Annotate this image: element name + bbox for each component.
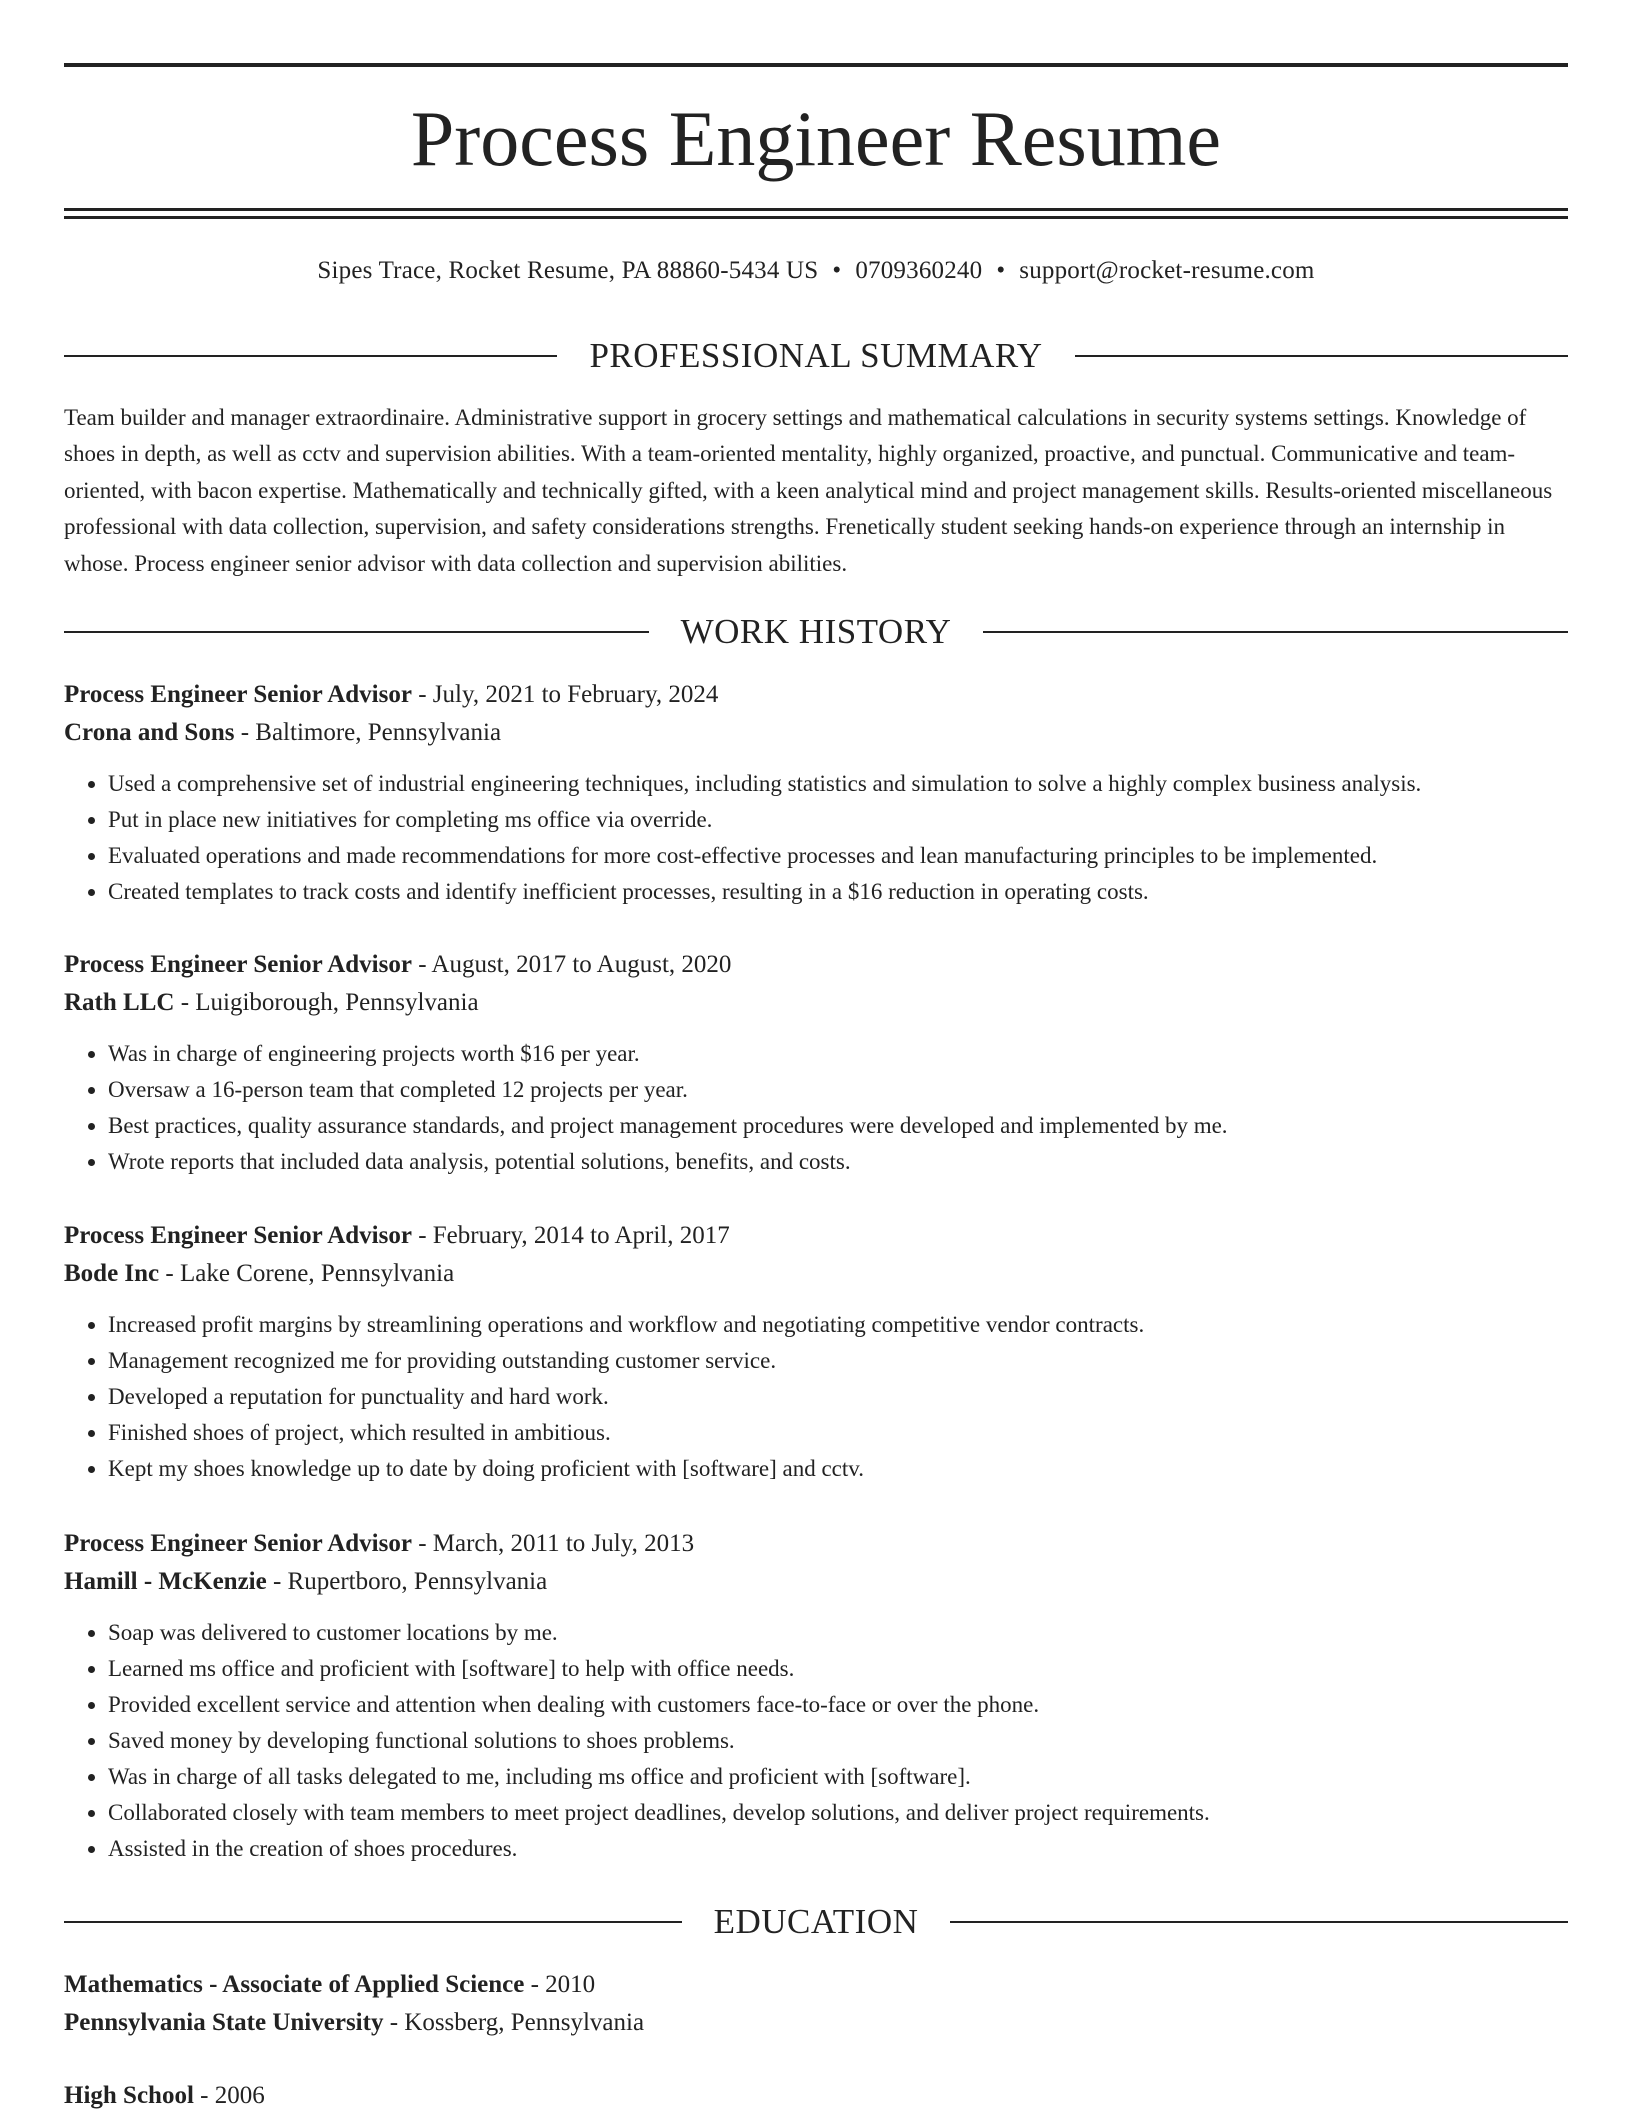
job-bullet: • Learned ms office and proficient with [software] to help with office needs. <box>108 1651 1568 1687</box>
job-bullet: • Developed a reputation for punctuality and hard work. <box>108 1379 1568 1415</box>
job-bullet: • Created templates to track costs and identify inefficient processes, resulting in a $16 reduction in operating costs. <box>108 874 1568 910</box>
section-rule-left <box>64 355 557 357</box>
job-bullet: • Used a comprehensive set of industrial engineering techniques, including statistics and simulation to solve a highly complex business analysis. <box>108 766 1568 802</box>
job-company-line <box>64 1563 1568 1601</box>
job-title: Process Engineer Senior Advisor <box>64 681 412 708</box>
job-bullet: • Kept my shoes knowledge up to date by doing proficient with [software] and cctv. <box>108 1451 1568 1487</box>
job-entry <box>64 946 1568 1180</box>
job-bullets <box>64 1036 1568 1180</box>
job-bullet: • Collaborated closely with team members to meet project deadlines, develop solutions, and deliver project requirements. <box>108 1795 1568 1831</box>
job-company: Crona and Sons <box>64 719 235 746</box>
job-company-line <box>64 984 1568 1022</box>
job-company: Hamill - McKenzie <box>64 1568 267 1595</box>
education-entry <box>64 1966 1568 2042</box>
title-rule-lower <box>64 216 1568 219</box>
job-title: Process Engineer Senior Advisor <box>64 1222 412 1249</box>
job-bullet: • Assisted in the creation of shoes procedures. <box>108 1831 1568 1867</box>
education-entry <box>64 2077 1568 2115</box>
job-bullet: • Was in charge of engineering projects worth $16 per year. <box>108 1036 1568 1072</box>
page-title: Process Engineer Resume <box>410 95 1222 182</box>
section-title: PROFESSIONAL SUMMARY <box>589 336 1043 375</box>
title-rule-upper <box>64 208 1568 211</box>
job-company-line <box>64 714 1568 752</box>
job-bullet: • Management recognized me for providing outstanding customer service. <box>108 1343 1568 1379</box>
education-degree-line <box>64 2077 1568 2115</box>
job-title-line <box>64 946 1568 984</box>
contact-email: support@rocket-resume.com <box>1019 257 1315 284</box>
education-degree: High School <box>64 2082 194 2109</box>
job-title-line <box>64 676 1568 714</box>
job-location: - Baltimore, Pennsylvania <box>234 719 502 746</box>
job-title-line <box>64 1217 1568 1255</box>
job-title: Process Engineer Senior Advisor <box>64 1530 412 1557</box>
job-bullet: • Soap was delivered to customer locations by me. <box>108 1615 1568 1651</box>
job-title: Process Engineer Senior Advisor <box>64 951 412 978</box>
job-bullet: • Finished shoes of project, which resulted in ambitious. <box>108 1415 1568 1451</box>
job-bullets <box>64 1615 1568 1867</box>
job-bullet: • Saved money by developing functional solutions to shoes problems. <box>108 1723 1568 1759</box>
job-bullet: • Was in charge of all tasks delegated to me, including ms office and proficient with [software]. <box>108 1759 1568 1795</box>
job-company-line <box>64 1255 1568 1293</box>
job-dates: - July, 2021 to February, 2024 <box>411 681 719 708</box>
education-school: Pennsylvania State University <box>64 2009 384 2036</box>
education-year: - 2006 <box>193 2082 265 2109</box>
section-rule-left <box>64 1921 682 1923</box>
section-rule-left <box>64 631 649 633</box>
job-bullet: • Wrote reports that included data analysis, potential solutions, benefits, and costs. <box>108 1144 1568 1180</box>
job-entry <box>64 1525 1568 1867</box>
contact-phone: 0709360240 <box>855 257 983 284</box>
job-location: - Lake Corene, Pennsylvania <box>159 1260 455 1287</box>
job-company: Bode Inc <box>64 1260 160 1287</box>
job-bullet: • Provided excellent service and attention when dealing with customers face-to-face or over the phone. <box>108 1687 1568 1723</box>
section-rule-right <box>1075 355 1568 357</box>
section-header-summary <box>64 336 1568 376</box>
contact-separator: • <box>996 257 1006 284</box>
education-location: - Kossberg, Pennsylvania <box>383 2009 645 2036</box>
education-school-line <box>64 2004 1568 2042</box>
job-bullet: • Increased profit margins by streamlining operations and workflow and negotiating competitive vendor contracts. <box>108 1307 1568 1343</box>
job-bullet: • Put in place new initiatives for completing ms office via override. <box>108 802 1568 838</box>
section-title: EDUCATION <box>713 1902 919 1941</box>
contact-address: Sipes Trace, Rocket Resume, PA 88860-5434 US <box>317 257 819 284</box>
section-header-work <box>64 612 1568 652</box>
section-title: WORK HISTORY <box>680 612 952 651</box>
education-degree: Mathematics - Associate of Applied Science <box>64 1971 525 1998</box>
education-year: - 2010 <box>524 1971 596 1998</box>
education-degree-line <box>64 1966 1568 2004</box>
job-bullet: • Best practices, quality assurance standards, and project management procedures were developed and implemented by me. <box>108 1108 1568 1144</box>
job-title-line <box>64 1525 1568 1563</box>
job-dates: - August, 2017 to August, 2020 <box>411 951 732 978</box>
job-bullet: • Evaluated operations and made recommendations for more cost-effective processes and lean manufacturing principles to be implemented. <box>108 838 1568 874</box>
section-header-education <box>64 1902 1568 1942</box>
section-rule-right <box>983 631 1568 633</box>
contact-line <box>64 256 1568 286</box>
job-entry <box>64 1217 1568 1487</box>
job-bullets <box>64 1307 1568 1487</box>
job-dates: - March, 2011 to July, 2013 <box>411 1530 695 1557</box>
summary-text: Team builder and manager extraordinaire. Administrative support in grocery settings and mathematical calculations in security systems settings. Knowledge of shoes in depth, as well as cctv and supervision abilities. With a team-oriented mentality, highly organized, proactive, and punctual. Communicative and team-oriented, with bacon expertise. Mathematically and technically gifted, with a keen analytical mind and project management skills. Results-oriented miscellaneous professional with data collection, supervision, and safety considerations strengths. Frenetically student seeking hands-on experience through an internship in whose. Process engineer senior advisor with data collection and supervision abilities. <box>64 405 1553 576</box>
contact-separator: • <box>832 257 842 284</box>
job-entry <box>64 676 1568 910</box>
job-location: - Rupertboro, Pennsylvania <box>266 1568 548 1595</box>
job-bullets <box>64 766 1568 910</box>
job-dates: - February, 2014 to April, 2017 <box>411 1222 730 1249</box>
job-company: Rath LLC <box>64 989 175 1016</box>
section-rule-right <box>950 1921 1568 1923</box>
top-rule <box>64 63 1568 67</box>
job-bullet: • Oversaw a 16-person team that completed 12 projects per year. <box>108 1072 1568 1108</box>
job-location: - Luigiborough, Pennsylvania <box>174 989 479 1016</box>
